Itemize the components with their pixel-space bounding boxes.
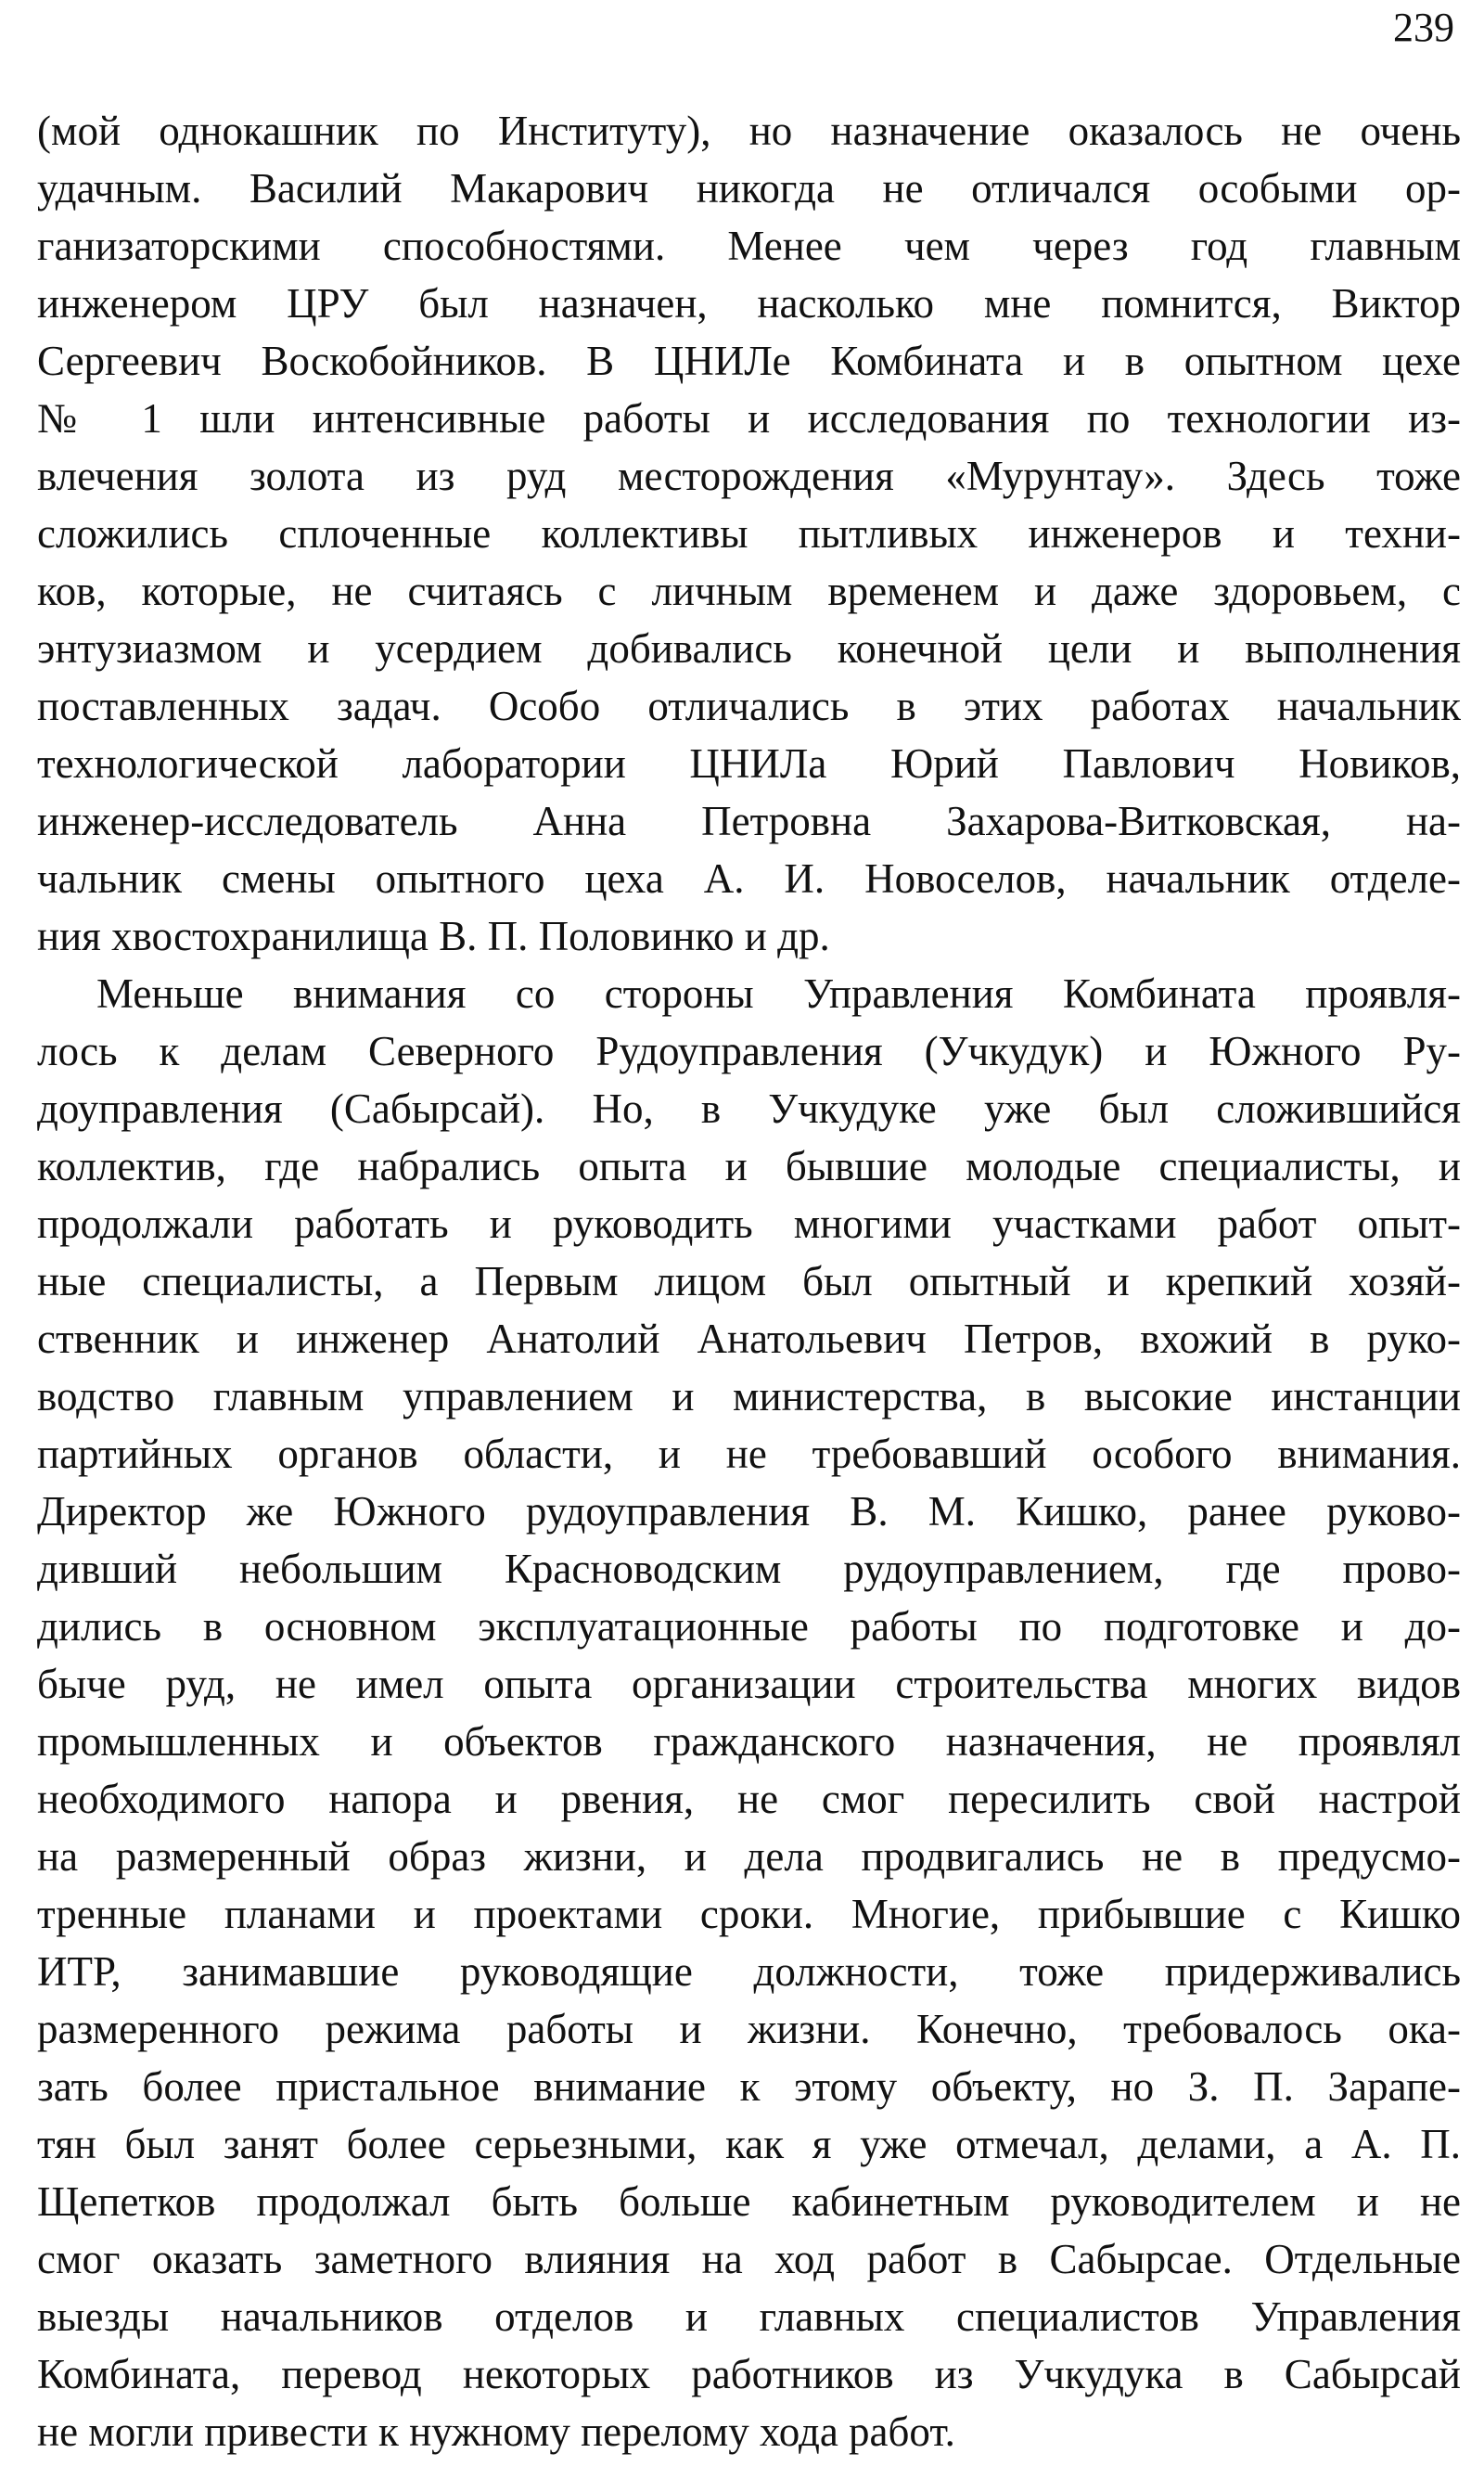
text-line: лось к делам Северного Рудоуправления (Учкудук) и Южного Ру-: [37, 1028, 1461, 1074]
text-line: промышленных и объектов гражданского назначения, не проявлял: [37, 1718, 1461, 1765]
text-line: технологической лаборатории ЦНИЛа Юрий Павлович Новиков,: [37, 740, 1461, 787]
text-line: инженер-исследователь Анна Петровна Захарова-Витковская, на-: [37, 798, 1461, 844]
text-line: ганизаторскими способностями. Менее чем через год главным: [37, 223, 1461, 269]
text-line: дились в основном эксплуатационные работы по подготовке и до-: [37, 1603, 1461, 1650]
text-line: поставленных задач. Особо отличались в этих работах начальник: [37, 683, 1461, 729]
text-line: влечения золота из руд месторождения «Мурунтау». Здесь тоже: [37, 453, 1461, 499]
text-line: необходимого напора и рвения, не смог пересилить свой настрой: [37, 1776, 1461, 1822]
text-line: чальник смены опытного цеха А. И. Новоселов, начальник отделе-: [37, 855, 1461, 902]
text-line: выезды начальников отделов и главных специалистов Управления: [37, 2293, 1461, 2340]
text-line: Комбината, перевод некоторых работников из Учкудука в Сабырсай: [37, 2351, 1461, 2397]
text-line: на размеренный образ жизни, и дела продвигались не в предусмо-: [37, 1833, 1461, 1880]
text-line: смог оказать заметного влияния на ход работ в Сабырсае. Отдельные: [37, 2236, 1461, 2282]
text-line: удачным. Василий Макарович никогда не отличался особыми ор-: [37, 165, 1461, 212]
text-line: № 1 шли интенсивные работы и исследования по технологии из-: [37, 395, 1461, 442]
page-number: 239: [1393, 5, 1454, 50]
paragraph: [37, 965, 1461, 2460]
text-line: Щепетков продолжал быть больше кабинетным руководителем и не: [37, 2178, 1461, 2225]
text-line: инженером ЦРУ был назначен, насколько мне помнится, Виктор: [37, 280, 1461, 327]
text-line: сложились сплоченные коллективы пытливых инженеров и техни-: [37, 510, 1461, 557]
text-line: ственник и инженер Анатолий Анатольевич Петров, вхожий в руко-: [37, 1316, 1461, 1362]
text-line: водство главным управлением и министерства, в высокие инстанции: [37, 1373, 1461, 1419]
text-line: зать более пристальное внимание к этому объекту, но З. П. Зарапе-: [37, 2063, 1461, 2110]
text-line: не могли привести к нужному перелому хода работ.: [37, 2408, 955, 2455]
paragraph: [37, 102, 1461, 965]
text-line: продолжали работать и руководить многими участками работ опыт-: [37, 1201, 1461, 1247]
body-text: [37, 102, 1461, 2460]
text-line: дивший небольшим Красноводским рудоуправлением, где прово-: [37, 1546, 1461, 1592]
text-line: Меньше внимания со стороны Управления Комбината проявля-: [96, 970, 1461, 1017]
text-line: Директор же Южного рудоуправления В. М. Кишко, ранее руково-: [37, 1488, 1461, 1535]
text-line: ИТР, занимавшие руководящие должности, тоже придерживались: [37, 1948, 1461, 1995]
text-line: партийных органов области, и не требовавший особого внимания.: [37, 1431, 1461, 1477]
text-line: быче руд, не имел опыта организации строительства многих видов: [37, 1661, 1461, 1707]
text-line: тренные планами и проектами сроки. Многие, прибывшие с Кишко: [37, 1891, 1461, 1937]
text-line: доуправления (Сабырсай). Но, в Учкудуке уже был сложившийся: [37, 1085, 1461, 1132]
text-line: ные специалисты, а Первым лицом был опытный и крепкий хозяй-: [37, 1258, 1461, 1304]
text-line: размеренного режима работы и жизни. Конечно, требовалось ока-: [37, 2006, 1461, 2052]
text-line: коллектив, где набрались опыта и бывшие молодые специалисты, и: [37, 1143, 1461, 1189]
text-line: тян был занят более серьезными, как я уже отмечал, делами, а А. П.: [37, 2121, 1461, 2167]
text-line: Сергеевич Воскобойников. В ЦНИЛе Комбината и в опытном цехе: [37, 338, 1461, 384]
text-line: энтузиазмом и усердием добивались конечной цели и выполнения: [37, 625, 1461, 672]
text-line: (мой однокашник по Институту), но назначение оказалось не очень: [37, 108, 1461, 154]
text-line: ков, которые, не считаясь с личным временем и даже здоровьем, с: [37, 568, 1461, 614]
text-line: ния хвостохранилища В. П. Половинко и др.: [37, 913, 830, 959]
